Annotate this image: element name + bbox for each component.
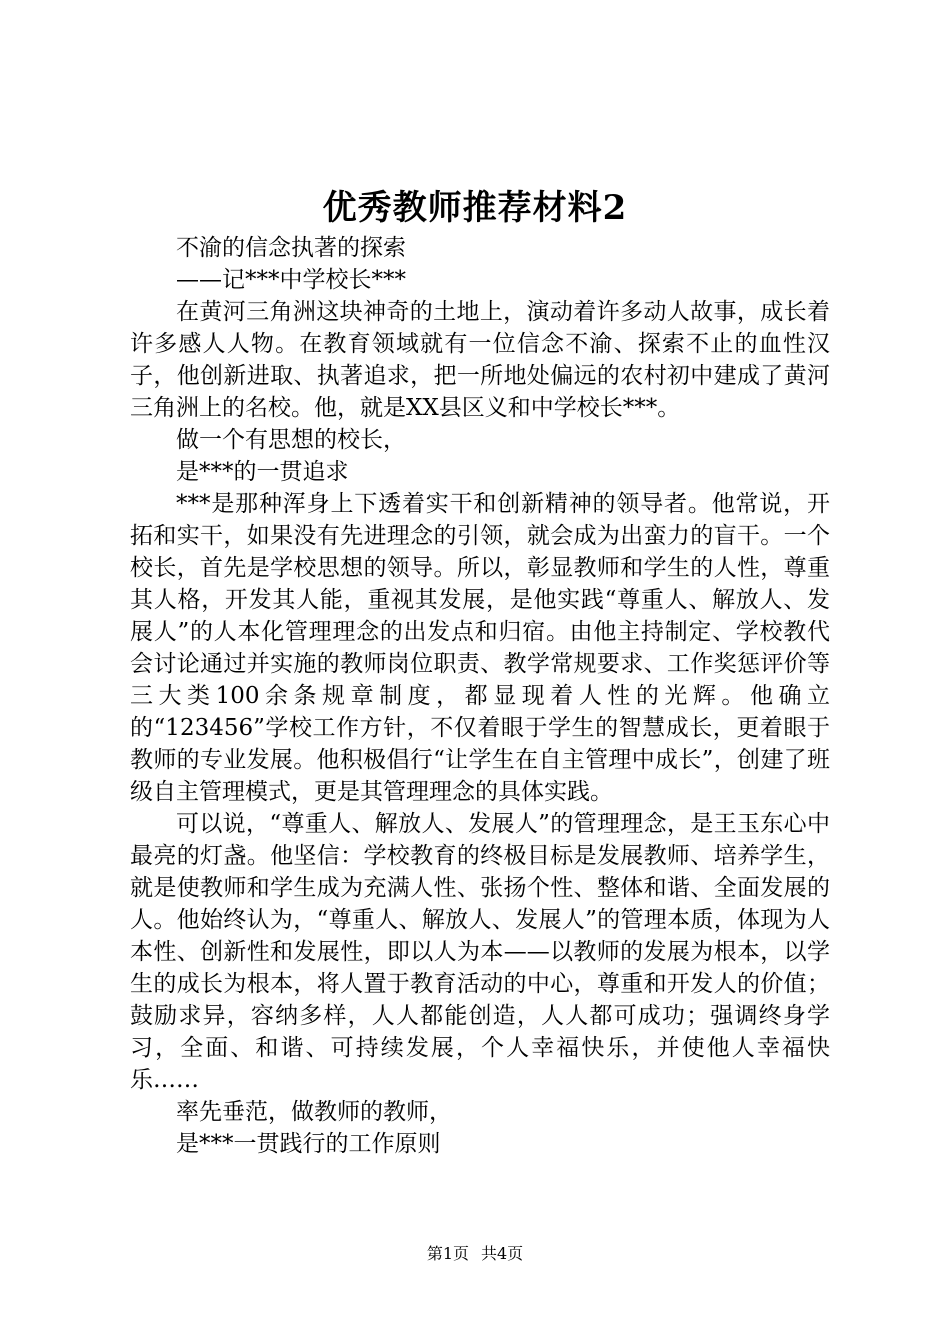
paragraph-heading-1b: 是***的一贯追求 <box>176 459 349 485</box>
paragraph-intro: 在黄河三角洲这块神奇的土地上，演动着许多动人故事，成长着许多感人人物。在教育领域就有一位信念不渝、探索不止的血性汉子，他创新进取、执著追求，把一所地处偏远的农村初中建成了黄河三角洲上的名校。他，就是XX县区义和中学校长***。 <box>130 299 830 421</box>
paragraph-heading-2a: 率先垂范，做教师的教师， <box>176 1099 452 1125</box>
page-footer <box>0 1244 950 1264</box>
page-number: 第1页 <box>426 1244 469 1263</box>
paragraph-body-1: ***是那种浑身上下透着实干和创新精神的领导者。他常说，开拓和实干，如果没有先进理念的引领，就会成为出蛮力的盲干。一个校长，首先是学校思想的领导。所以，彰显教师和学生的人性，尊重其人格，开发其人能，重视其发展，是他实践“尊重人、解放人、发展人”的人本化管理理念的出发点和归宿。由他主持制定、学校教代会讨论通过并实施的教师岗位职责、教学常规要求、工作奖惩评价等三大类100余条规章制度，都显现着人性的光辉。他确立的“123456”学校工作方针，不仅着眼于学生的智慧成长，更着眼于教师的专业发展。他积极倡行“让学生在自主管理中成长”，创建了班级自主管理模式，更是其管理理念的具体实践。 <box>130 491 830 805</box>
paragraph-heading-1a: 做一个有思想的校长， <box>176 427 406 453</box>
paragraph-byline: ——记***中学校长*** <box>176 267 406 293</box>
document-title: 优秀教师推荐材料2 <box>322 188 628 228</box>
paragraph-subtitle: 不渝的信念执著的探索 <box>176 235 406 261</box>
document-body <box>130 232 830 1160</box>
page-total: 共4页 <box>481 1244 524 1263</box>
paragraph-body-2: 可以说，“尊重人、解放人、发展人”的管理理念，是王玉东心中最亮的灯盏。他坚信：学校教育的终极目标是发展教师、培养学生，就是使教师和学生成为充满人性、张扬个性、整体和谐、全面发展的人。他始终认为，“尊重人、解放人、发展人”的管理本质，体现为人本性、创新性和发展性，即以人为本——以教师的发展为根本，以学生的成长为根本，将人置于教育活动的中心，尊重和开发人的价值；鼓励求异，容纳多样，人人都能创造，人人都可成功；强调终身学习，全面、和谐、可持续发展，个人幸福快乐，并使他人幸福快乐…… <box>130 811 830 1093</box>
paragraph-heading-2b: 是***一贯践行的工作原则 <box>176 1131 441 1157</box>
